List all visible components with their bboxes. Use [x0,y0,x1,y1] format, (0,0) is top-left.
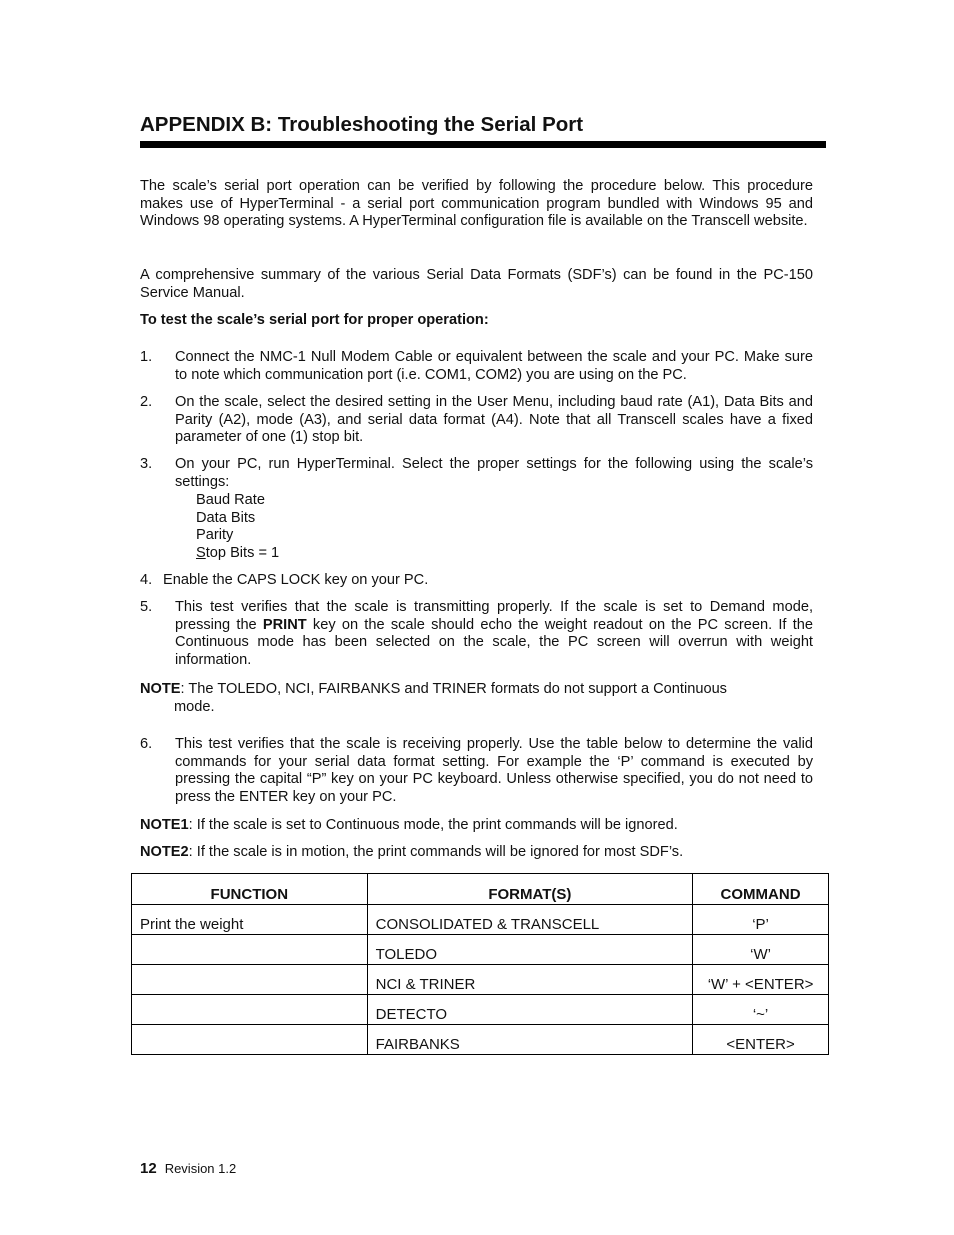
cell-function: Print the weight [132,905,368,935]
step-text: This test verifies that the scale is receiving properly. Use the table below to determine the valid commands for your serial data format setting. For example the ‘P’ command is executed by pressing the capital “P” key on your PC keyboard. Unless otherwise specified, you do not need to press the ENTER key on your PC. [175,736,813,805]
table-row [132,905,829,935]
header-command: COMMAND [693,874,829,905]
cell-function [132,995,368,1025]
step-text: Connect the NMC-1 Null Modem Cable or equivalent between the scale and your PC. Make sure to note which communication port (i.e. COM1, COM2) you are using on the PC. [175,349,813,383]
note-text: : The TOLEDO, NCI, FAIRBANKS and TRINER formats do not support a Continuous [180,681,727,697]
table-header-row [132,874,829,905]
step-text [175,599,813,669]
setting-data-bits: Data Bits [196,510,256,526]
note-1-label: NOTE1 [140,817,189,833]
page-footer [140,1160,236,1177]
print-key: PRINT [262,616,307,633]
table-row [132,995,829,1025]
header-formats: FORMAT(S) [367,874,692,905]
cell-command: <ENTER> [693,1025,829,1055]
step-text: Enable the CAPS LOCK key on your PC. [163,572,429,588]
table-row [132,1025,829,1055]
cell-command: ‘P’ [693,905,829,935]
cell-format: TOLEDO [367,935,692,965]
step-number: 2. [140,394,153,410]
cell-format: NCI & TRINER [367,965,692,995]
note-label: NOTE [140,681,181,697]
cell-command: ‘W’ + <ENTER> [693,965,829,995]
step-number: 3. [140,456,153,472]
cell-command: ‘~’ [693,995,829,1025]
note-1-text: : If the scale is set to Continuous mode, the print commands will be ignored. [188,817,678,833]
commands-table [131,873,829,1055]
cell-function [132,1025,368,1055]
cell-function [132,965,368,995]
intro-paragraph-1: The scale’s serial port operation can be verified by following the procedure below. This procedure makes use of HyperTerminal - a serial port communication program bundled with Windows 95 and Windows 98 operating systems. A HyperTerminal configuration file is available on the Transcell website. [140,178,813,230]
note-2 [140,844,813,862]
cell-format: FAIRBANKS [367,1025,692,1055]
cell-command: ‘W’ [693,935,829,965]
note-2-label: NOTE2 [140,844,189,860]
step-5-text-before: This test verifies that the scale is transmitting properly. If the scale is set to Demand mode, pressing the [175,599,813,633]
table-row [132,965,829,995]
stop-bits-first-letter: S [196,545,206,561]
setting-parity: Parity [196,527,234,543]
note-continuation: mode. [174,698,215,715]
header-function: FUNCTION [132,874,368,905]
title-rule [140,141,826,148]
setting-baud-rate: Baud Rate [196,492,265,508]
step-number: 5. [140,599,153,615]
step-text: On your PC, run HyperTerminal. Select the proper settings for the following using the scale’s settings: [175,456,813,490]
page-title: APPENDIX B: Troubleshooting the Serial Port [140,113,584,136]
stop-bits-rest: top Bits = 1 [205,545,280,561]
step-text: On the scale, select the desired setting in the User Menu, including baud rate (A1), Data Bits and Parity (A2), mode (A3), and serial data format (A4). Note that all Transcell scales have a fixed parameter of one (1) stop bit. [175,394,813,446]
intro-paragraph-2: A comprehensive summary of the various Serial Data Formats (SDF’s) can be found in the PC-150 Service Manual. [140,267,813,301]
cell-format: DETECTO [367,995,692,1025]
step-number: 1. [140,349,153,365]
revision-label: Revision 1.2 [164,1161,237,1176]
note-1 [140,817,813,835]
table-row [132,935,829,965]
step-number: 6. [140,736,153,752]
procedure-heading: To test the scale’s serial port for proper operation: [140,312,489,328]
page-number: 12 [140,1160,157,1177]
note [140,681,813,716]
note-2-text: : If the scale is in motion, the print commands will be ignored for most SDF’s. [188,844,684,860]
step-5-text-after: key on the scale should echo the weight readout on the PC screen. If the Continuous mode has been selected on the scale, the PC screen will overrun with weight information. [175,616,813,668]
cell-function [132,935,368,965]
cell-format: CONSOLIDATED & TRANSCELL [367,905,692,935]
step-number: 4. [140,572,153,588]
setting-stop-bits [196,545,279,563]
